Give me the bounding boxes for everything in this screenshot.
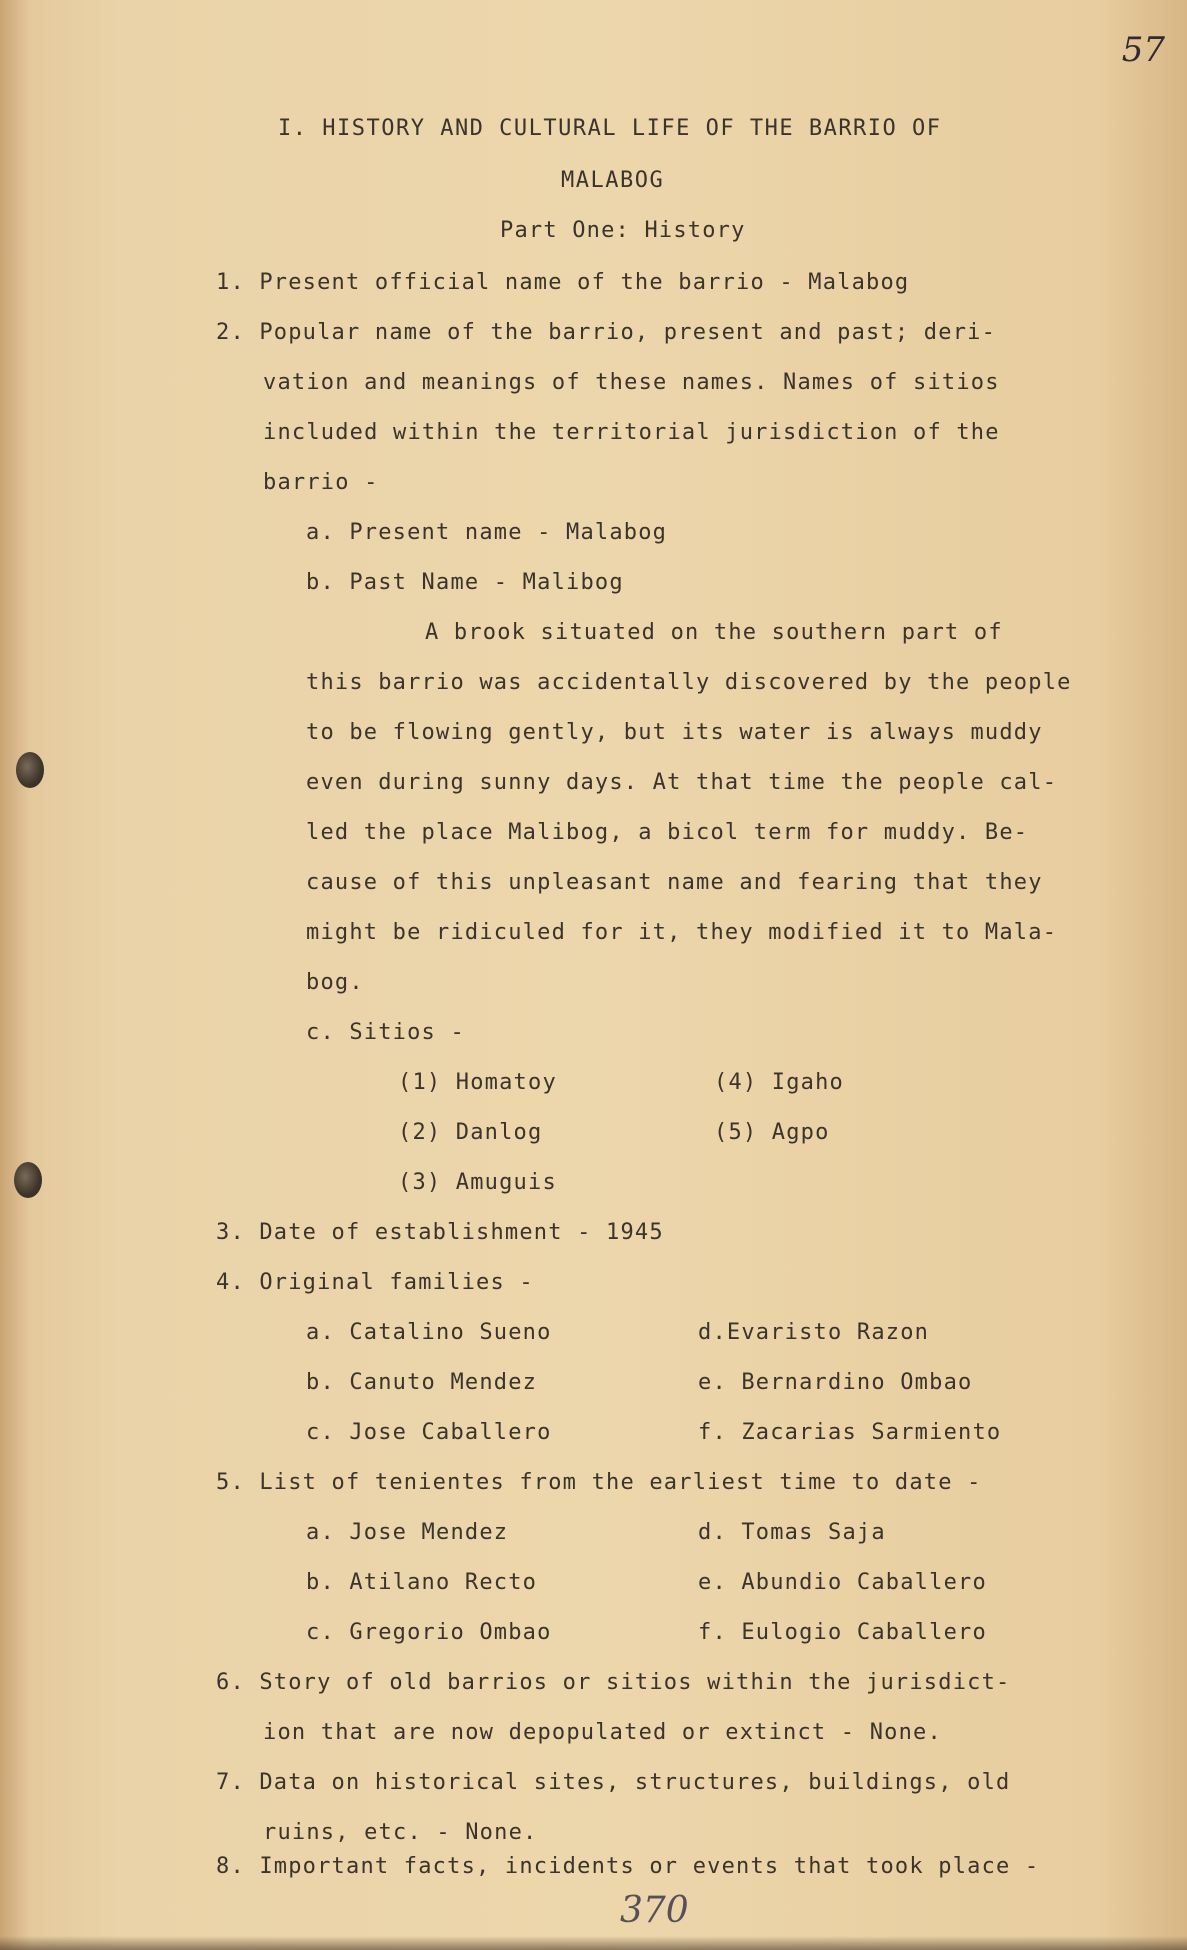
punch-hole-top — [16, 752, 44, 788]
page-bottom-edge — [0, 1936, 1187, 1950]
item-2c: c. Sitios - — [306, 1020, 465, 1045]
teniente-f: f. Eulogio Caballero — [698, 1620, 987, 1645]
teniente-e: e. Abundio Caballero — [698, 1570, 987, 1595]
story-line-6: cause of this unpleasant name and fearing that they — [306, 870, 1043, 895]
item-8: 8. Important facts, incidents or events that took place - — [216, 1854, 1040, 1879]
sitio-5: (5) Agpo — [714, 1120, 830, 1145]
sitio-2: (2) Danlog — [398, 1120, 543, 1145]
item-2-line-3: included within the territorial jurisdiction of the — [263, 420, 1000, 445]
title-line: I. HISTORY AND CULTURAL LIFE OF THE BARRIO OF — [278, 116, 942, 141]
family-e: e. Bernardino Ombao — [698, 1370, 973, 1395]
family-f: f. Zacarias Sarmiento — [698, 1420, 1002, 1445]
item-6-line-2: ion that are now depopulated or extinct - None. — [263, 1720, 942, 1745]
handwritten-page-number: 57 — [1121, 30, 1165, 70]
family-a: a. Catalino Sueno — [306, 1320, 552, 1345]
story-line-5: led the place Malibog, a bicol term for muddy. Be- — [306, 820, 1029, 845]
story-line-7: might be ridiculed for it, they modified it to Mala- — [306, 920, 1058, 945]
item-2-line-1: 2. Popular name of the barrio, present and past; deri- — [216, 320, 997, 345]
family-c: c. Jose Caballero — [306, 1420, 552, 1445]
family-b: b. Canuto Mendez — [306, 1370, 538, 1395]
sitio-3: (3) Amuguis — [398, 1170, 557, 1195]
story-line-2: this barrio was accidentally discovered by the people — [306, 670, 1072, 695]
teniente-d: d. Tomas Saja — [698, 1520, 886, 1545]
story-line-3: to be flowing gently, but its water is always muddy — [306, 720, 1043, 745]
teniente-c: c. Gregorio Ombao — [306, 1620, 552, 1645]
teniente-a: a. Jose Mendez — [306, 1520, 509, 1545]
item-3: 3. Date of establishment - 1945 — [216, 1220, 664, 1245]
sitio-4: (4) Igaho — [714, 1070, 845, 1095]
family-d: d.Evaristo Razon — [698, 1320, 930, 1345]
item-2-line-2: vation and meanings of these names. Names of sitios — [263, 370, 1000, 395]
part-heading: Part One: History — [500, 218, 746, 243]
teniente-b: b. Atilano Recto — [306, 1570, 538, 1595]
sitio-1: (1) Homatoy — [398, 1070, 557, 1095]
item-7-line-1: 7. Data on historical sites, structures, buildings, old — [216, 1770, 1011, 1795]
story-line-1: A brook situated on the southern part of — [425, 620, 1003, 645]
title-place: MALABOG — [561, 168, 665, 193]
handwritten-footer-number: 370 — [620, 1890, 689, 1931]
item-2-line-4: barrio - — [263, 470, 379, 495]
punch-hole-bottom — [14, 1162, 42, 1198]
item-7-line-2: ruins, etc. - None. — [263, 1820, 538, 1845]
story-line-4: even during sunny days. At that time the people cal- — [306, 770, 1058, 795]
item-2b: b. Past Name - Malibog — [306, 570, 624, 595]
item-5: 5. List of tenientes from the earliest time to date - — [216, 1470, 982, 1495]
item-6-line-1: 6. Story of old barrios or sitios within the jurisdict- — [216, 1670, 1011, 1695]
item-2a: a. Present name - Malabog — [306, 520, 668, 545]
item-1: 1. Present official name of the barrio - Malabog — [216, 270, 910, 295]
item-4: 4. Original families - — [216, 1270, 534, 1295]
story-line-8: bog. — [306, 970, 364, 995]
